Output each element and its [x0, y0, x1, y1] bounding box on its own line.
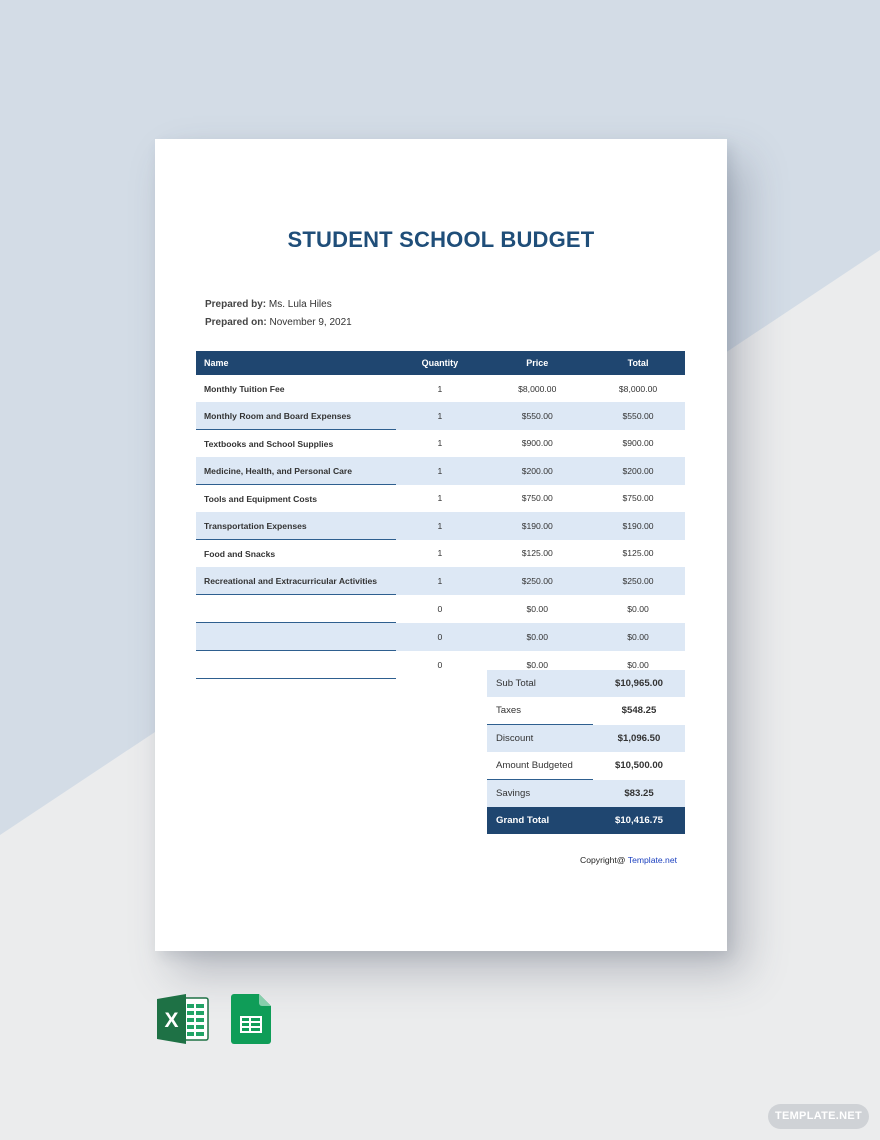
document-page — [155, 139, 727, 951]
summary-label: Savings — [487, 780, 593, 808]
row-quantity: 1 — [437, 438, 443, 449]
summary-row-amount-budgeted — [487, 752, 685, 780]
row-quantity: 1 — [396, 567, 483, 595]
row-quantity: 1 — [396, 457, 483, 485]
row-price: $0.00 — [483, 623, 591, 651]
header-total: Total — [591, 351, 685, 375]
row-total: $0.00 — [627, 659, 649, 670]
prepared-on-value: November 9, 2021 — [269, 317, 352, 328]
row-quantity: 1 — [396, 402, 483, 430]
table-row — [196, 485, 685, 513]
copyright-label: Copyright@ — [580, 855, 626, 865]
row-total: $8,000.00 — [618, 383, 658, 394]
summary-value: $83.25 — [593, 780, 685, 808]
table-row — [196, 595, 685, 623]
row-quantity: 0 — [396, 623, 483, 651]
row-total: $900.00 — [622, 438, 654, 449]
row-name: Monthly Tuition Fee — [204, 383, 285, 394]
summary-row-grand-total — [487, 807, 685, 834]
row-name — [196, 595, 396, 623]
svg-text:X: X — [164, 1009, 179, 1032]
summary-value: $10,416.75 — [593, 807, 685, 834]
row-price: $0.00 — [526, 659, 548, 670]
row-total: $190.00 — [591, 512, 685, 540]
row-price: $8,000.00 — [518, 383, 557, 394]
header-price: Price — [483, 351, 591, 375]
summary-label: Sub Total — [487, 670, 593, 697]
row-name: Monthly Room and Board Expenses — [196, 402, 396, 430]
table-row — [196, 457, 685, 485]
row-total: $750.00 — [622, 493, 654, 504]
summary-label: Grand Total — [487, 807, 593, 834]
header-quantity: Quantity — [396, 351, 483, 375]
summary-value: $10,500.00 — [614, 760, 663, 772]
row-price: $750.00 — [521, 493, 553, 504]
summary-label: Amount Budgeted — [487, 752, 593, 780]
row-price: $190.00 — [483, 512, 591, 540]
table-row — [196, 512, 685, 540]
row-name: Tools and Equipment Costs — [204, 493, 317, 504]
row-name — [196, 623, 396, 651]
prepared-on-label: Prepared on: — [205, 317, 267, 328]
summary-label: Taxes — [487, 697, 593, 725]
prepared-on — [205, 317, 352, 328]
row-total: $0.00 — [627, 603, 649, 614]
summary-row-taxes — [487, 697, 685, 725]
table-row — [196, 567, 685, 595]
table-row — [196, 623, 685, 651]
row-price: $200.00 — [483, 457, 591, 485]
row-name: Recreational and Extracurricular Activities — [196, 567, 396, 595]
table-header-row — [196, 351, 685, 375]
row-total: $250.00 — [591, 567, 685, 595]
row-quantity: 1 — [437, 493, 443, 504]
table-row — [196, 402, 685, 430]
prepared-by — [205, 299, 332, 310]
copyright-link[interactable]: Template.net — [627, 855, 677, 865]
row-quantity: 1 — [396, 512, 483, 540]
excel-icon[interactable] — [157, 994, 209, 1044]
row-name — [196, 651, 396, 679]
row-quantity: 0 — [437, 659, 443, 670]
row-total: $0.00 — [591, 623, 685, 651]
row-total: $200.00 — [591, 457, 685, 485]
summary-value: $1,096.50 — [593, 725, 685, 753]
row-name: Food and Snacks — [204, 548, 276, 559]
row-price: $550.00 — [483, 402, 591, 430]
row-name: Textbooks and School Supplies — [204, 438, 334, 449]
prepared-by-label: Prepared by: — [205, 299, 267, 310]
copyright — [580, 855, 677, 865]
page-title: STUDENT SCHOOL BUDGET — [287, 227, 595, 252]
summary-row-savings — [487, 780, 685, 808]
summary-row-subtotal — [487, 670, 685, 697]
summary-value: $548.25 — [621, 705, 657, 717]
summary-row-discount — [487, 725, 685, 753]
table-row — [196, 540, 685, 568]
row-total: $550.00 — [591, 402, 685, 430]
row-quantity: 1 — [437, 548, 443, 559]
table-row — [196, 375, 685, 402]
row-total: $125.00 — [622, 548, 654, 559]
summary-value: $10,965.00 — [593, 670, 685, 697]
row-price: $125.00 — [521, 548, 553, 559]
prepared-by-value: Ms. Lula Hiles — [268, 299, 332, 310]
header-name: Name — [196, 351, 396, 375]
budget-table — [196, 351, 685, 679]
row-name: Medicine, Health, and Personal Care — [196, 457, 396, 485]
summary-table — [487, 670, 685, 834]
table-row — [196, 430, 685, 458]
template-net-watermark: TEMPLATE.NET — [768, 1104, 869, 1129]
row-price: $250.00 — [483, 567, 591, 595]
row-price: $0.00 — [526, 603, 548, 614]
row-quantity: 0 — [437, 603, 443, 614]
row-name: Transportation Expenses — [196, 512, 396, 540]
google-sheets-icon[interactable] — [231, 994, 271, 1044]
row-quantity: 1 — [437, 383, 443, 394]
summary-label: Discount — [487, 725, 593, 753]
row-price: $900.00 — [521, 438, 553, 449]
